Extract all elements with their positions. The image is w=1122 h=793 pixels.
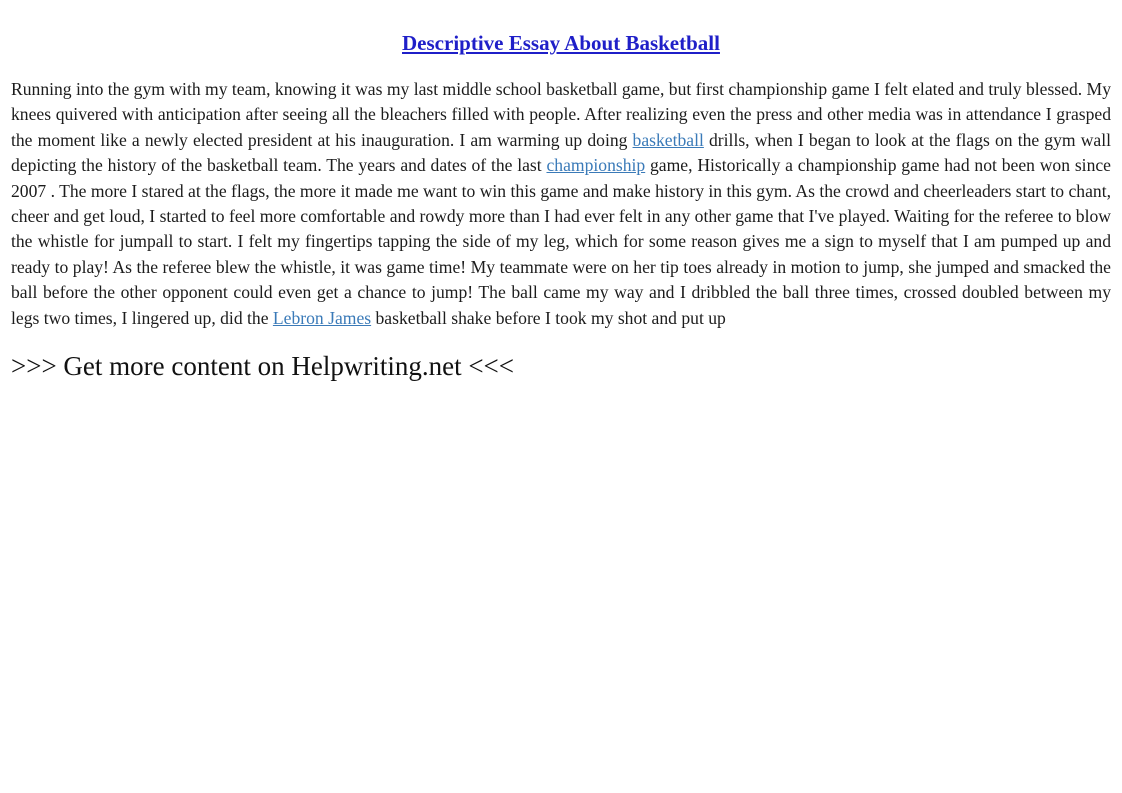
basketball-link[interactable]: basketball [632, 129, 704, 150]
essay-title-link[interactable]: Descriptive Essay About Basketball [402, 31, 720, 55]
lebron-james-link[interactable]: Lebron James [272, 307, 372, 328]
promo-line: >>> Get more content on Helpwriting.net <<< [11, 350, 515, 381]
essay-text-segment-3: game, Historically a championship game had not been won since 2007 . The more I stared at the flags, the more it made me want to win this game and make history in this gym. As the crowd and cheerleaders start to chant, cheer and get loud, I started to feel more comfortable and rowdy more than I had ever felt in any other game that I've played. Waiting for the referee to blow the whistle for jumpall to start. I felt my fingertips tapping the side of my leg, which for some reason gives me a sign to myself that I am pumped up and ready to play! As the referee blew the whistle, it was game time! My teammate were on her tip toes already in motion to jump, she jumped and smacked the ball before the other opponent could even get a chance to jump! The ball came my way and I dribbled the ball three times, crossed doubled between my legs two times, I lingered up, did the [11, 155, 1111, 328]
essay-text-segment-2: drills, when I began to look at the flags on the gym wall depicting the history of the basketball team. The years and dates of the last [11, 129, 1111, 176]
essay-paragraph [11, 77, 1111, 331]
essay-text-segment-1: Running into the gym with my team, knowing it was my last middle school basketball game, but first championship game I felt elated and truly blessed. My knees quivered with anticipation after seeing all the bleachers filled with people. After realizing even the press and other media was in attendance I grasped the moment like a newly elected president at his inauguration. I am warming up doing [11, 79, 1111, 150]
championship-link[interactable]: championship [546, 155, 646, 176]
essay-text-segment-4: basketball shake before I took my shot and put up [371, 307, 726, 328]
title-container [11, 31, 1111, 59]
document-page [11, 0, 1111, 383]
